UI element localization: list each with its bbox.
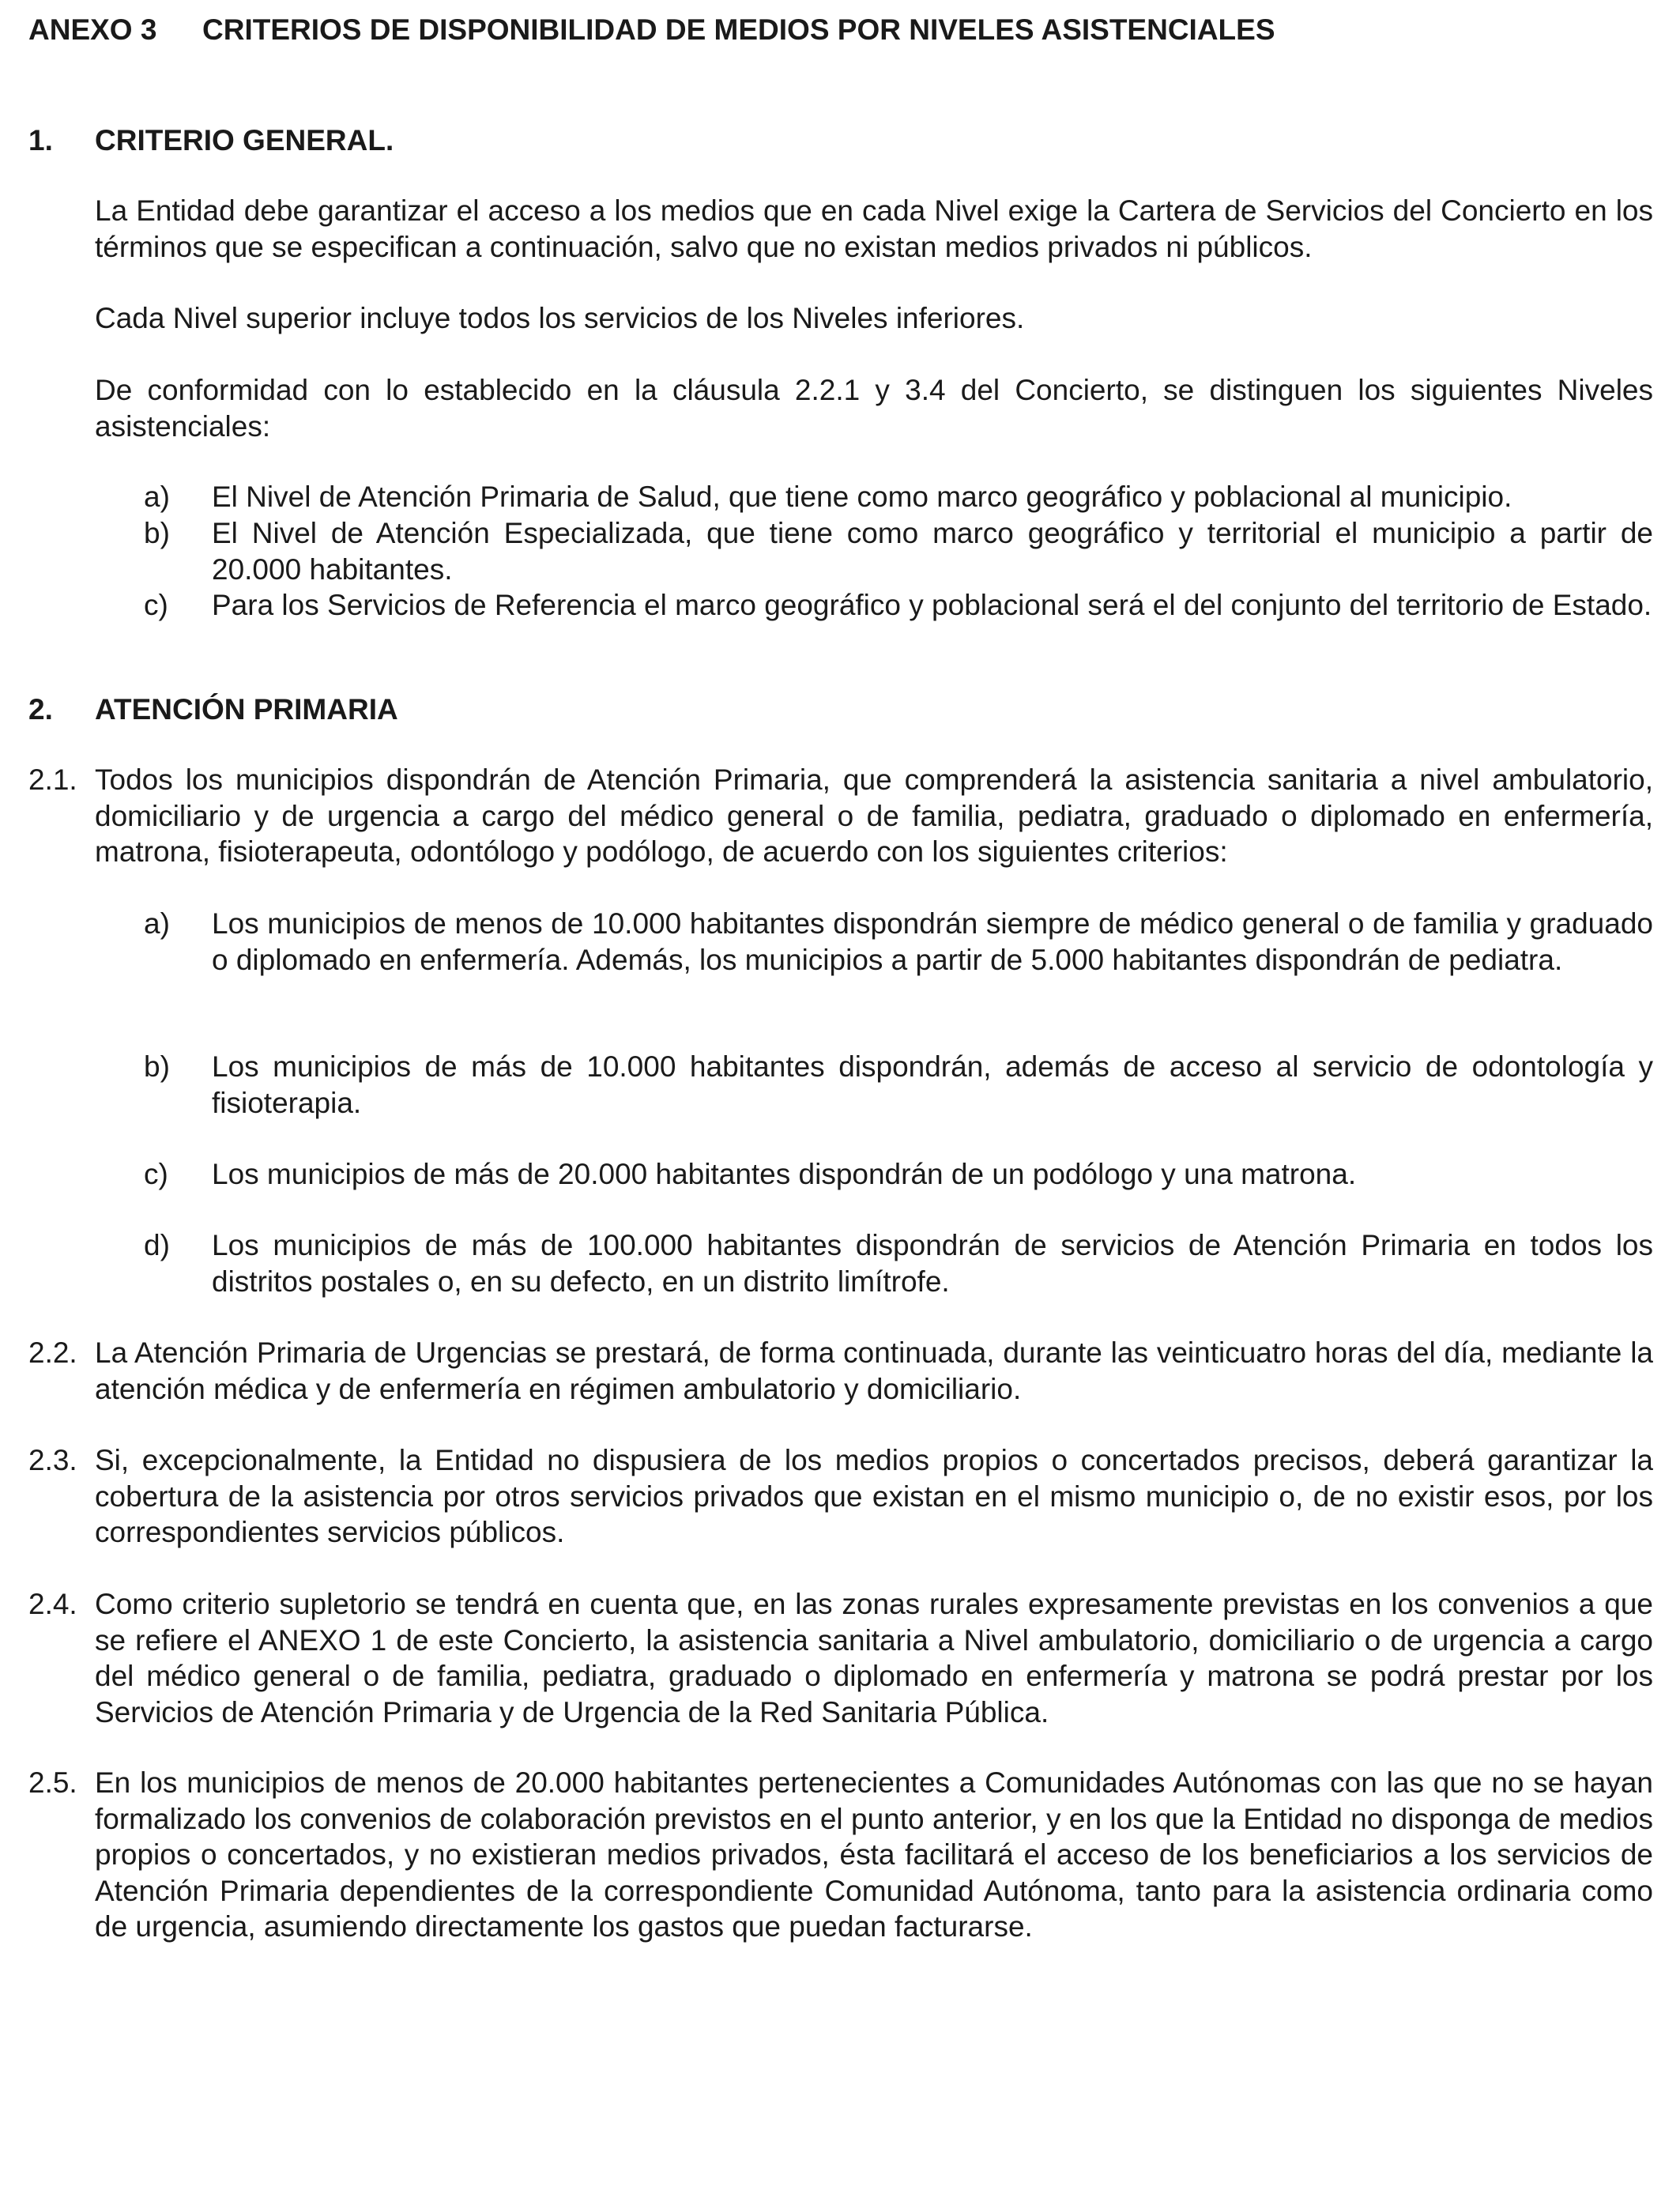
clause-number: 2.3. <box>28 1444 77 1476</box>
item-text: Los municipios de menos de 10.000 habitantes dispondrán siempre de médico general o de familia y graduado o diplomado en enfermería. Además, los municipios a partir de 5.000 habitantes dispondrán de pediatra. <box>212 907 1653 976</box>
criterion-item-a <box>95 906 1653 978</box>
criterion-item-d <box>95 1227 1653 1299</box>
clause-text: En los municipios de menos de 20.000 habitantes pertenecientes a Comunidades Autónomas con las que no se hayan formalizado los convenios de colaboración previstos en el punto anterior, y en los que la Entidad no disponga de medios propios o concertados, y no existieran medios privados, ésta facilitará el acceso de los beneficiarios a los servicios de Atención Primaria dependientes de la correspondiente Comunidad Autónoma, tanto para la asistencia ordinaria como de urgencia, asumiendo directamente los gastos que puedan facturarse. <box>95 1766 1653 1943</box>
clause-2-4 <box>28 1586 1653 1730</box>
clause-number: 2.1. <box>28 763 77 796</box>
item-label: d) <box>144 1229 170 1261</box>
criterion-item-c <box>95 1156 1653 1193</box>
section-2-number: 2. <box>28 693 53 726</box>
clause-text: La Atención Primaria de Urgencias se prestará, de forma continuada, durante las veinticuatro horas del día, mediante la atención médica y de enfermería en régimen ambulatorio y domiciliario. <box>95 1336 1653 1405</box>
section-1-paragraph-3: De conformidad con lo establecido en la cláusula 2.2.1 y 3.4 del Concierto, se distinguen los siguientes Niveles asistenciales: <box>95 374 1653 443</box>
item-text: Para los Servicios de Referencia el marco geográfico y poblacional será el del conjunto del territorio de Estado. <box>212 589 1652 621</box>
clause-number: 2.2. <box>28 1336 77 1369</box>
section-2-title: ATENCIÓN PRIMARIA <box>95 693 398 726</box>
section-1-heading <box>28 122 394 160</box>
annex-title: CRITERIOS DE DISPONIBILIDAD DE MEDIOS POR NIVELES ASISTENCIALES <box>202 13 1275 46</box>
clause-number: 2.5. <box>28 1766 77 1799</box>
item-label: c) <box>144 1158 168 1190</box>
clause-text: Como criterio supletorio se tendrá en cuenta que, en las zonas rurales expresamente previstas en los convenios a que se refiere el ANEXO 1 de este Concierto, la asistencia sanitaria a Nivel ambulatorio, domiciliario o de urgencia a cargo del médico general o de familia, pediatra, graduado o diplomado en enfermería y matrona se podrá prestar por los Servicios de Atención Primaria y de Urgencia de la Red Sanitaria Pública. <box>95 1588 1653 1728</box>
item-text: Los municipios de más de 10.000 habitantes dispondrán, además de acceso al servicio de odontología y fisioterapia. <box>212 1050 1653 1119</box>
clause-2-1 <box>28 762 1653 870</box>
section-2-heading <box>28 691 398 729</box>
section-1-number: 1. <box>28 124 53 156</box>
section-1-title: CRITERIO GENERAL. <box>95 124 394 156</box>
clause-2-5 <box>28 1765 1653 1945</box>
annex-heading <box>28 11 1275 49</box>
item-label: c) <box>144 589 168 621</box>
item-text: El Nivel de Atención Primaria de Salud, que tiene como marco geográfico y poblacional al municipio. <box>212 481 1512 513</box>
section-1-paragraph-2: Cada Nivel superior incluye todos los servicios de los Niveles inferiores. <box>95 302 1025 334</box>
clause-text: Todos los municipios dispondrán de Atención Primaria, que comprenderá la asistencia sanitaria a nivel ambulatorio, domiciliario y de urgencia a cargo del médico general o de familia, pediatra, graduado o diplomado en enfermería, matrona, fisioterapeuta, odontólogo y podólogo, de acuerdo con los siguientes criterios: <box>95 763 1653 868</box>
annex-number: ANEXO 3 <box>28 13 157 46</box>
level-item-c <box>95 587 1653 624</box>
item-text: El Nivel de Atención Especializada, que tiene como marco geográfico y territorial el municipio a partir de 20.000 habitantes. <box>212 517 1653 586</box>
level-item-a <box>95 479 1653 515</box>
item-text: Los municipios de más de 20.000 habitantes dispondrán de un podólogo y una matrona. <box>212 1158 1357 1190</box>
clause-text: Si, excepcionalmente, la Entidad no dispusiera de los medios propios o concertados precisos, deberá garantizar la cobertura de la asistencia por otros servicios privados que existan en el mismo municipio o, de no existir esos, por los correspondientes servicios públicos. <box>95 1444 1653 1548</box>
item-text: Los municipios de más de 100.000 habitantes dispondrán de servicios de Atención Primaria en todos los distritos postales o, en su defecto, en un distrito limítrofe. <box>212 1229 1653 1298</box>
item-label: a) <box>144 481 170 513</box>
clause-2-3 <box>28 1442 1653 1551</box>
section-1-paragraph-1: La Entidad debe garantizar el acceso a los medios que en cada Nivel exige la Cartera de Servicios del Concierto en los términos que se especifican a continuación, salvo que no existan medios privados ni públicos. <box>95 194 1653 263</box>
clause-number: 2.4. <box>28 1588 77 1620</box>
level-item-b <box>95 515 1653 587</box>
clause-2-2 <box>28 1335 1653 1407</box>
item-label: a) <box>144 907 170 940</box>
criterion-item-b <box>95 1049 1653 1121</box>
item-label: b) <box>144 517 170 549</box>
item-label: b) <box>144 1050 170 1083</box>
